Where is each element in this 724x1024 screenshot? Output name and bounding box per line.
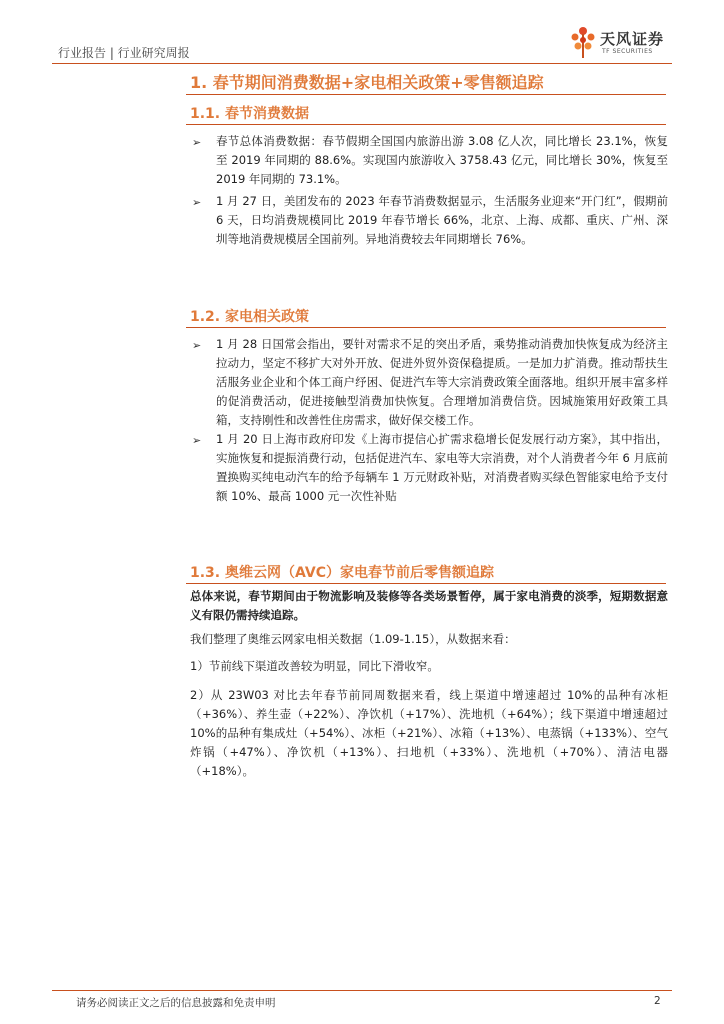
logo-en-text: TF SECURITIES bbox=[602, 48, 653, 55]
section-title-underline bbox=[186, 94, 666, 95]
subsection-title-1-1: 1.1. 春节消费数据 bbox=[190, 106, 309, 122]
bullet-arrow-icon: ➢ bbox=[192, 339, 202, 352]
logo-cn-text: 天风证券 bbox=[600, 30, 665, 48]
report-category: 行业报告 | 行业研究周报 bbox=[58, 46, 190, 60]
footer-divider bbox=[52, 990, 672, 991]
subsection-title-1-3: 1.3. 奥维云网（AVC）家电春节前后零售额追踪 bbox=[190, 565, 494, 581]
subsection-underline-1-1 bbox=[186, 124, 666, 125]
bullet-text: 1 月 20 日上海市政府印发《上海市提信心扩需求稳增长促发展行动方案》，其中指出，实施恢复和提振消费行动，包括促进汽车、家电等大宗消费，对个人消费者今年 6 月底前置换购买纯电动汽车的给予每辆车 1 万元财政补贴，对消费者购买绿色智能家电给予支付额 10%、最高 1000 元一次性补贴 bbox=[216, 432, 668, 503]
header-divider bbox=[52, 63, 672, 64]
body-paragraph: 2）从 23W03 对比去年春节前同周数据来看，线上渠道中增速超过 10%的品种有冰柜（+36%）、养生壶（+22%）、净饮机（+17%）、洗地机（+64%）；线下渠道中增速超过 10%的品种有集成灶（+54%）、冰柜（+21%）、冰箱（+13%）、电蒸锅（+133%）、空气炸锅（+47%）、净饮机（+13%）、扫地机（+33%）、洗地机（+70%）、清洁电器（+18%）。 bbox=[190, 688, 668, 778]
body-paragraph: 1）节前线下渠道改善较为明显，同比下滑收窄。 bbox=[190, 659, 439, 673]
logo-flower-icon bbox=[568, 24, 598, 60]
bullet-text: 1 月 28 日国常会指出，要针对需求不足的突出矛盾，乘势推动消费加快恢复成为经济主拉动力，坚定不移扩大对外开放、促进外贸外资保稳提质。一是加力扩消费。推动帮扶生活服务业企业和个体工商户纾困、促进汽车等大宗消费政策全面落地。组织开展丰富多样的促消费活动，促进接触型消费加快恢复。合理增加消费信贷。因城施策用好政策工具箱，支持刚性和改善性住房需求，做好保交楼工作。 bbox=[216, 337, 668, 427]
bullet-arrow-icon: ➢ bbox=[192, 196, 202, 209]
section-title: 1. 春节期间消费数据+家电相关政策+零售额追踪 bbox=[190, 73, 544, 92]
bullet-text: 1 月 27 日，美团发布的 2023 年春节消费数据显示，生活服务业迎来“开门红”，假期前 6 天，日均消费规模同比 2019 年春节增长 66%，北京、上海、成都、重庆、广州、深圳等地消费规模居全国前列。异地消费较去年同期增长 76%。 bbox=[216, 194, 668, 246]
subsection-underline-1-3 bbox=[186, 583, 666, 584]
subsection-title-1-2: 1.2. 家电相关政策 bbox=[190, 309, 309, 325]
body-paragraph: 我们整理了奥维云网家电相关数据（1.09-1.15），从数据来看： bbox=[190, 632, 516, 646]
page-number: 2 bbox=[654, 995, 661, 1007]
bullet-text: 春节总体消费数据：春节假期全国国内旅游出游 3.08 亿人次，同比增长 23.1%，恢复至 2019 年同期的 88.6%。实现国内旅游收入 3758.43 亿元，同比增长 30%，恢复至 2019 年同期的 73.1%。 bbox=[216, 134, 668, 186]
subsection-underline-1-2 bbox=[186, 327, 666, 328]
bullet-arrow-icon: ➢ bbox=[192, 136, 202, 149]
footer-disclaimer: 请务必阅读正文之后的信息披露和免责申明 bbox=[76, 997, 276, 1009]
company-logo bbox=[568, 22, 678, 62]
bullet-arrow-icon: ➢ bbox=[192, 434, 202, 447]
summary-paragraph: 总体来说，春节期间由于物流影响及装修等各类场景暂停，属于家电消费的淡季，短期数据意义有限仍需持续追踪。 bbox=[190, 589, 668, 622]
